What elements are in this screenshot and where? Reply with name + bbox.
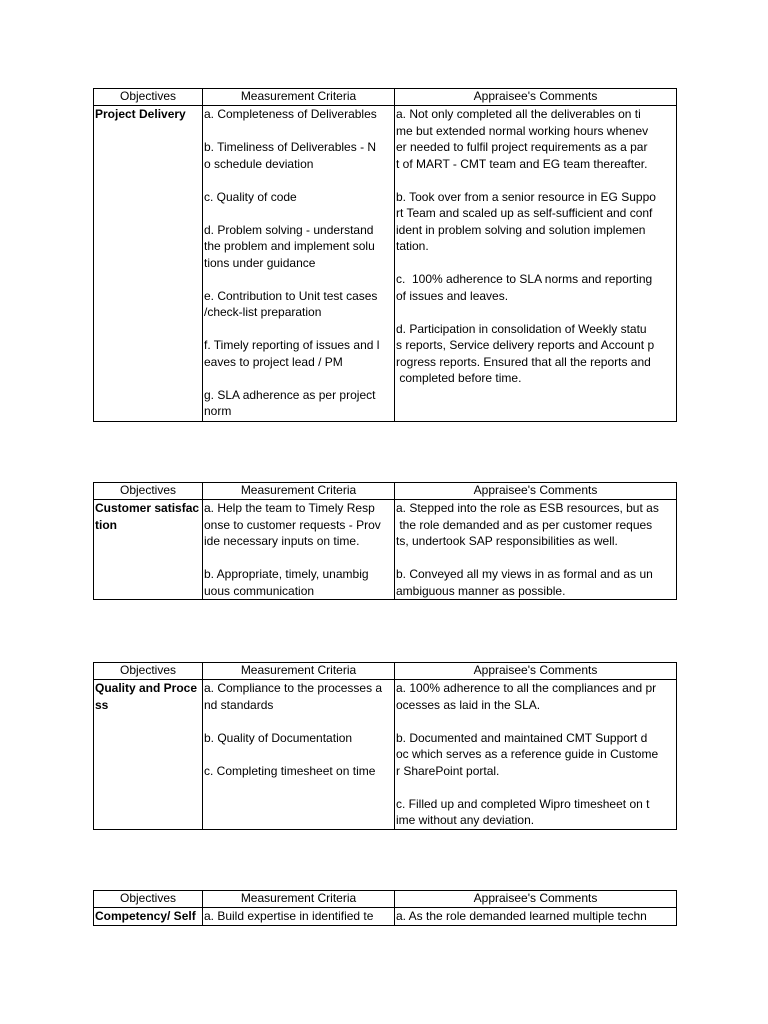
text-line: a. Stepped into the role as ESB resources, but as — [396, 501, 659, 515]
text-line: er needed to fulfil project requirements as a par — [396, 140, 648, 154]
appraisal-table-competency — [93, 890, 677, 926]
objective-cell — [94, 106, 203, 422]
line-gap — [204, 271, 393, 288]
header-objectives: Objectives — [94, 483, 203, 500]
text-line: d. Participation in consolidation of Weekly statu — [396, 321, 647, 336]
text-line: the role demanded and as per customer reques — [396, 517, 653, 532]
text-line: d. Problem solving - understand — [204, 222, 374, 237]
text-line: me but extended normal working hours whenev — [396, 123, 649, 138]
text-line: f. Timely reporting of issues and l — [204, 338, 380, 352]
text-line: e. Contribution to Unit test cases — [204, 288, 378, 303]
objective-cell — [94, 500, 203, 600]
text-line: c. Completing timesheet on time — [204, 763, 376, 778]
text-line: Competency/ Self — [95, 909, 196, 923]
line-gap — [396, 550, 675, 567]
line-gap — [204, 205, 393, 222]
text-line: oc which serves as a reference guide in Custome — [396, 747, 659, 761]
text-line: ss — [95, 697, 109, 712]
text-line: c. Filled up and completed Wipro timesheet on t — [396, 796, 650, 811]
text-line: b. Documented and maintained CMT Support d — [396, 730, 648, 745]
text-line: b. Took over from a senior resource in EG Suppo — [396, 189, 656, 204]
header-measurement-criteria: Measurement Criteria — [203, 891, 395, 908]
text-line: rogress reports. Ensured that all the reports and — [396, 354, 651, 369]
text-line: uous communication — [204, 583, 315, 598]
line-gap — [204, 746, 393, 763]
appraisal-table-customer-satisfaction — [93, 482, 677, 600]
line-gap — [396, 304, 675, 321]
line-gap — [204, 370, 393, 387]
text-line: norm — [204, 404, 232, 418]
appraisal-table-quality-and-process — [93, 662, 677, 830]
text-line: ide necessary inputs on time. — [204, 534, 360, 548]
line-gap — [204, 550, 393, 567]
line-gap — [204, 172, 393, 189]
text-line: t of MART - CMT team and EG team thereafter. — [396, 156, 648, 171]
table-row — [94, 680, 677, 830]
line-gap — [204, 123, 393, 140]
text-line: a. Help the team to Timely Resp — [204, 501, 375, 515]
text-line: ts, undertook SAP responsibilities as well. — [396, 534, 618, 548]
objective-cell — [94, 908, 203, 926]
comments-cell — [395, 680, 677, 830]
header-row — [94, 891, 677, 908]
header-objectives: Objectives — [94, 89, 203, 106]
text-line: ocesses as laid in the SLA. — [396, 697, 541, 712]
criteria-cell — [203, 106, 395, 422]
text-line: s reports, Service delivery reports and Account p — [396, 338, 655, 352]
text-line: Quality and Proce — [95, 681, 198, 695]
line-gap — [396, 255, 675, 272]
text-line: ident in problem solving and solution implemen — [396, 222, 646, 237]
objective-cell — [94, 680, 203, 830]
text-line: c. 100% adherence to SLA norms and reporting — [396, 272, 653, 286]
text-line: b. Conveyed all my views in as formal and as un — [396, 567, 653, 581]
text-line: ime without any deviation. — [396, 813, 535, 827]
text-line: ambiguous manner as possible. — [396, 583, 566, 598]
table-row — [94, 500, 677, 600]
line-gap — [204, 713, 393, 730]
header-row — [94, 483, 677, 500]
text-line: a. Not only completed all the deliverables on ti — [396, 107, 641, 121]
text-line: o schedule deviation — [204, 156, 314, 171]
text-line: nd standards — [204, 697, 274, 712]
header-appraisee-comments: Appraisee's Comments — [395, 891, 677, 908]
criteria-cell — [203, 500, 395, 600]
header-measurement-criteria: Measurement Criteria — [203, 663, 395, 680]
header-row — [94, 89, 677, 106]
criteria-cell — [203, 908, 395, 926]
text-line: completed before time. — [396, 371, 522, 385]
comments-cell — [395, 106, 677, 422]
line-gap — [396, 713, 675, 730]
header-measurement-criteria: Measurement Criteria — [203, 483, 395, 500]
header-measurement-criteria: Measurement Criteria — [203, 89, 395, 106]
text-line: of issues and leaves. — [396, 288, 509, 303]
text-line: tions under guidance — [204, 255, 316, 270]
text-line: b. Appropriate, timely, unambig — [204, 567, 369, 581]
text-line: b. Timeliness of Deliverables - N — [204, 140, 377, 154]
comments-cell — [395, 500, 677, 600]
comments-cell — [395, 908, 677, 926]
text-line: rt Team and scaled up as self-sufficient and conf — [396, 206, 653, 220]
text-line: g. SLA adherence as per project — [204, 387, 376, 402]
text-line: the problem and implement solu — [204, 239, 375, 253]
text-line: a. As the role demanded learned multiple techn — [396, 909, 647, 923]
text-line: b. Quality of Documentation — [204, 730, 353, 745]
text-line: a. Compliance to the processes a — [204, 681, 383, 695]
text-line: /check-list preparation — [204, 305, 322, 319]
text-line: onse to customer requests - Prov — [204, 517, 381, 532]
criteria-cell — [203, 680, 395, 830]
header-objectives: Objectives — [94, 891, 203, 908]
header-row — [94, 663, 677, 680]
text-line: eaves to project lead / PM — [204, 354, 343, 369]
text-line: a. 100% adherence to all the compliances and pr — [396, 681, 657, 695]
line-gap — [204, 321, 393, 338]
text-line: tion — [95, 517, 117, 532]
text-line: a. Build expertise in identified te — [204, 909, 374, 923]
text-line: Project Delivery — [95, 107, 186, 121]
appraisal-table-project-delivery — [93, 88, 677, 422]
header-appraisee-comments: Appraisee's Comments — [395, 483, 677, 500]
text-line: tation. — [396, 239, 429, 253]
text-line: Customer satisfac — [95, 501, 200, 515]
text-line: a. Completeness of Deliverables — [204, 107, 377, 121]
header-appraisee-comments: Appraisee's Comments — [395, 89, 677, 106]
text-line: r SharePoint portal. — [396, 763, 500, 778]
line-gap — [396, 172, 675, 189]
header-objectives: Objectives — [94, 663, 203, 680]
table-row — [94, 106, 677, 422]
text-line: c. Quality of code — [204, 189, 297, 204]
header-appraisee-comments: Appraisee's Comments — [395, 663, 677, 680]
line-gap — [396, 779, 675, 796]
table-row — [94, 908, 677, 926]
